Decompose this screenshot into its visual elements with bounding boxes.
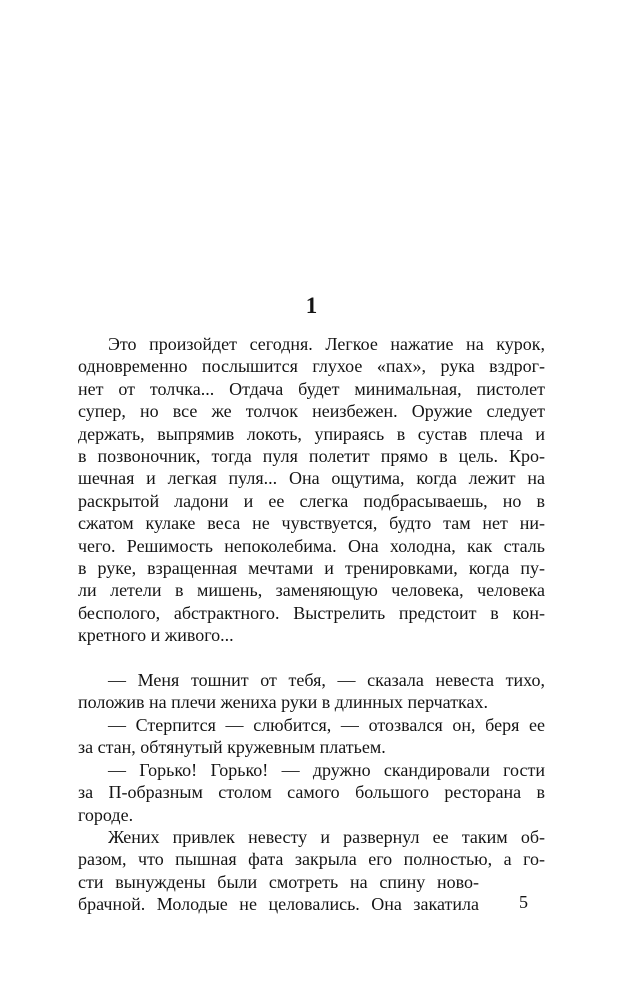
paragraph [78, 826, 545, 916]
text-block [78, 0, 545, 916]
text-line: сжатом кулаке веса не чувствуется, будто там нет ни- [78, 513, 545, 534]
text-line: бесполого, абстрактного. Выстрелить предстоит в кон- [78, 602, 545, 623]
text-line: — Горько! Горько! — дружно скандировали гости [108, 759, 545, 780]
text-line: кретного и живого... [78, 625, 234, 646]
paragraph [78, 669, 545, 714]
text-line: раскрытой ладони и ее слегка подбрасываешь, но в [78, 490, 545, 511]
text-line: шечная и легкая пуля... Она ощутима, когда лежит на [78, 468, 545, 489]
text-line: за стан, обтянутый кружевным платьем. [78, 737, 386, 758]
text-line: ли летели в мишень, заменяющую человека, человека [78, 580, 545, 601]
text-line: городе. [78, 804, 134, 825]
paragraph [78, 333, 545, 647]
text-line: Жених привлек невесту и развернул ее таким об- [108, 826, 545, 847]
text-line: — Стерпится — слюбится, — отозвался он, беря ее [108, 714, 545, 735]
paragraph [78, 759, 545, 826]
text-line: сти вынуждены были смотреть на спину ново- [78, 871, 479, 892]
text-line: в позвоночник, тогда пуля полетит прямо в цель. Кро- [78, 446, 545, 467]
text-line: чего. Решимость непоколебима. Она холодна, как сталь [78, 535, 545, 556]
text-line: супер, но все же толчок неизбежен. Оружие следует [78, 401, 545, 422]
text-line: одновременно послышится глухое «пах», рука вздрог- [78, 356, 545, 377]
text-line: — Меня тошнит от тебя, — сказала невеста тихо, [108, 670, 545, 691]
text-line: в руке, взращенная мечтами и тренировками, когда пу- [78, 558, 545, 579]
text-line: за П-образным столом самого большого ресторана в [78, 782, 545, 803]
text-line: брачной. Молодые не целовались. Она закатила [78, 894, 479, 915]
paragraph [78, 714, 545, 759]
text-line: нет от толчка... Отдача будет минимальная, пистолет [78, 378, 545, 399]
paragraphs-container [78, 333, 545, 916]
chapter-heading: 1 [305, 293, 318, 318]
page-number: 5 [519, 892, 528, 912]
text-line: положив на плечи жениха руки в длинных перчатках. [78, 692, 489, 713]
text-line: разом, что пышная фата закрыла его полностью, а го- [78, 849, 545, 870]
text-line: Это произойдет сегодня. Легкое нажатие на курок, [108, 334, 545, 354]
text-line: держать, выпрямив локоть, упираясь в сустав плеча и [78, 423, 545, 444]
